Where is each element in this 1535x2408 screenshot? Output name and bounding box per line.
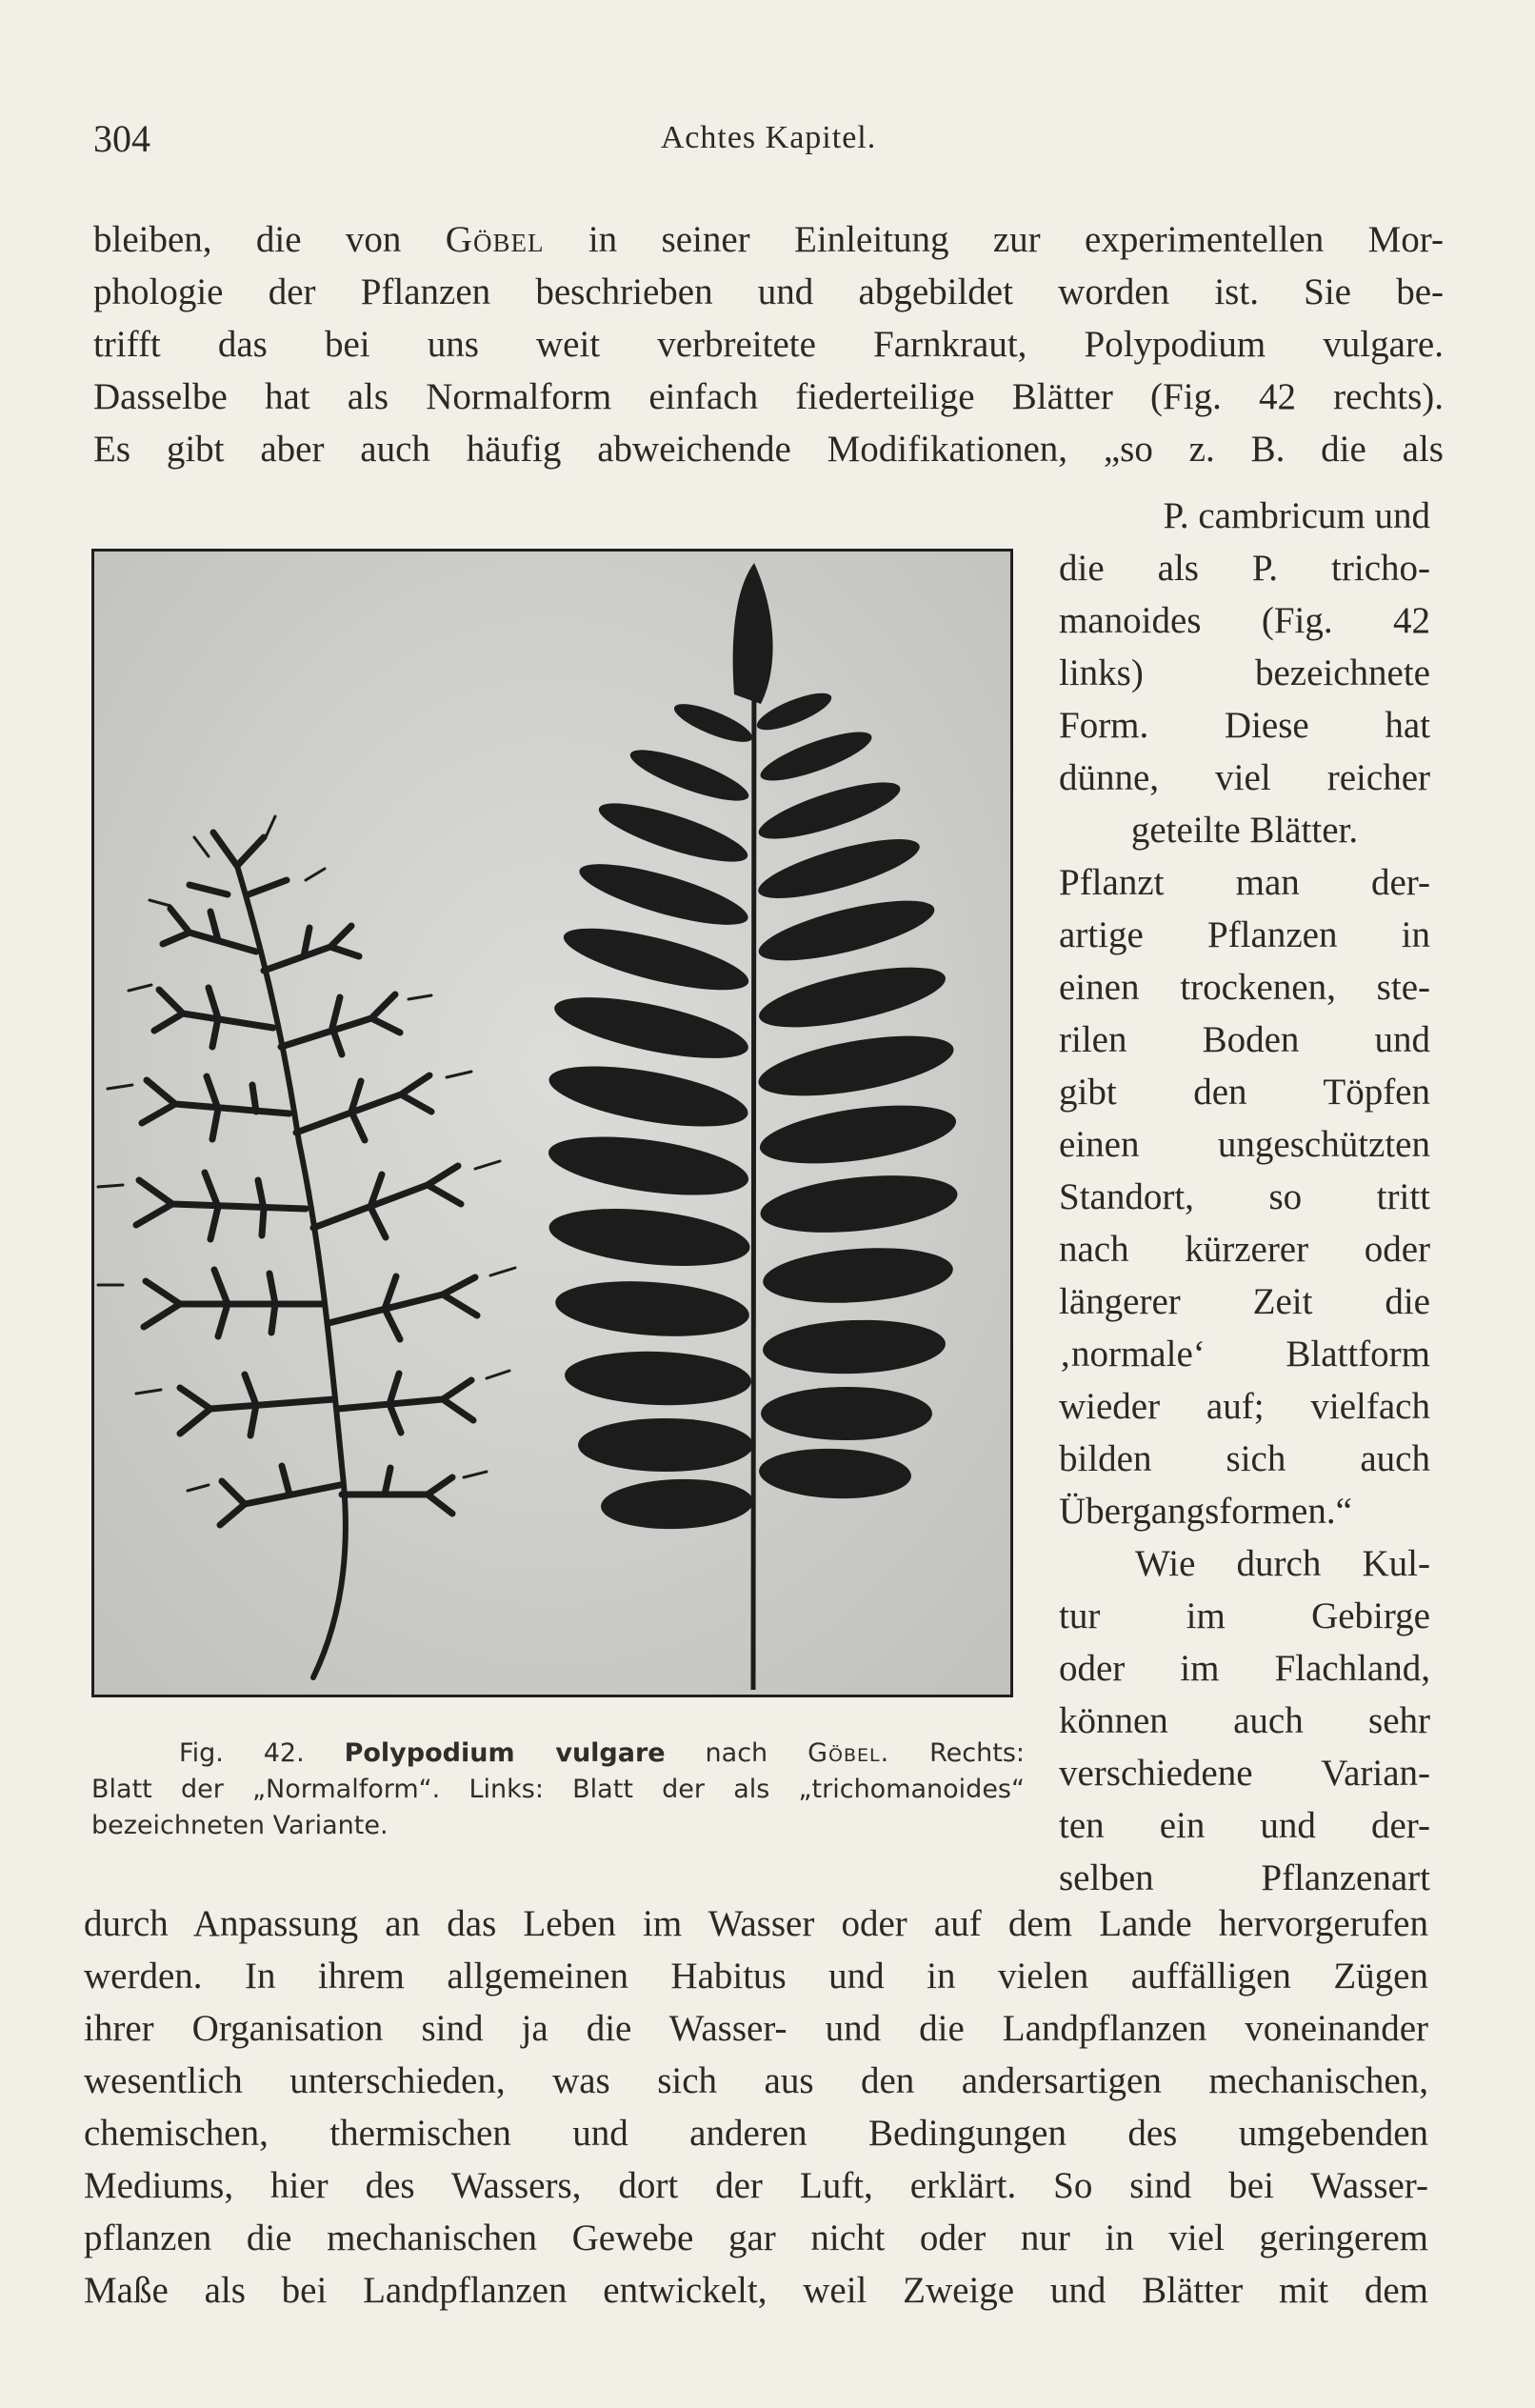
figure-label: Fig. 42. [179,1738,305,1768]
text-line: Standort, so tritt [1059,1176,1430,1217]
text-line: die als P. tricho- [1059,548,1430,589]
text-line: verschiedene Varian- [1059,1753,1430,1794]
text-line: Wie durch Kul- [1135,1543,1430,1584]
text-line: chemischen, thermischen und anderen Bedingungen des umgebenden [84,2113,1428,2154]
text-line: P. cambricum und [1163,495,1430,536]
caption-author: Göbel. [807,1738,890,1768]
author-name: Göbel [445,219,545,260]
text-line: pflanzen die mechanischen Gewebe gar nicht oder nur in viel geringerem [84,2217,1428,2258]
text-line: manoides (Fig. 42 [1059,600,1430,641]
text-line: tur im Gebirge [1059,1595,1430,1636]
text-line: Dasselbe hat als Normalform einfach fiederteilige Blätter (Fig. 42 rechts). [93,376,1444,417]
text-line: können auch sehr [1059,1700,1430,1741]
text-line: artige Pflanzen in [1059,914,1430,955]
fern-photo [94,552,1010,1695]
text-line: phologie der Pflanzen beschrieben und abgebildet worden ist. Sie be- [93,271,1444,312]
body-paragraph-top [93,213,1444,475]
text-line: gibt den Töpfen [1059,1072,1430,1113]
caption-line: bezeichneten Variante. [91,1811,389,1840]
text-line: durch Anpassung an das Leben im Wasser oder auf dem Lande hervorgerufen [84,1903,1428,1944]
text-line: Übergangsformen.“ [1059,1491,1352,1532]
text-line: trifft das bei uns weit verbreitete Farnkraut, Polypodium vulgare. [93,324,1444,365]
text-line: einen ungeschützten [1059,1124,1430,1165]
text-line: werden. In ihrem allgemeinen Habitus und in vielen auffälligen Zügen [84,1956,1428,1997]
text-line: bleiben, die von Göbel in seiner Einleitung zur experimentellen Mor- [93,219,1444,260]
text-line: Form. Diese hat [1059,705,1430,746]
text-line: Maße als bei Landpflanzen entwickelt, weil Zweige und Blätter mit dem [84,2270,1428,2311]
text-line: ‚normale‘ Blattform [1059,1334,1430,1375]
body-paragraph-bottom [84,1897,1428,2317]
caption-line: Fig. 42. Polypodium vulgare nach Göbel. Rechts: [179,1738,1025,1768]
text-line: ten ein und der- [1059,1805,1430,1846]
running-head [93,116,1444,170]
text-line: wieder auf; vielfach [1059,1386,1430,1427]
text-line: links) bezeichnete [1059,652,1430,693]
text-line: längerer Zeit die [1059,1281,1430,1322]
chapter-title: Achtes Kapitel. [660,120,877,155]
fern-figure [91,549,1013,1697]
text-line: dünne, viel reicher [1059,757,1430,798]
caption-line: Blatt der „Normalform“. Links: Blatt der als „trichomanoides“ [91,1775,1025,1804]
text-line: Mediums, hier des Wassers, dort der Luft, erklärt. So sind bei Wasser- [84,2165,1428,2206]
text-line: Es gibt aber auch häufig abweichende Modifikationen, „so z. B. die als [93,429,1444,470]
text-line: einen trockenen, ste- [1059,967,1430,1008]
text-line: geteilte Blätter. [1130,810,1359,851]
text-line: Pflanzt man der- [1059,862,1430,903]
page-number: 304 [93,117,150,160]
text-line: nach kürzerer oder [1059,1229,1430,1270]
text-line: ihrer Organisation sind ja die Wasser- und die Landpflanzen voneinander [84,2008,1428,2049]
text-line: selben Pflanzenart [1059,1857,1430,1898]
text-line: wesentlich unterschieden, was sich aus den andersartigen mechanischen, [84,2060,1428,2101]
species-name: Polypodium vulgare [344,1738,666,1768]
body-paragraph-side [1059,490,1430,1904]
text-line: oder im Flachland, [1059,1648,1430,1689]
text-line: bilden sich auch [1059,1438,1430,1479]
figure-caption [91,1736,1025,1844]
text-line: rilen Boden und [1059,1019,1430,1060]
